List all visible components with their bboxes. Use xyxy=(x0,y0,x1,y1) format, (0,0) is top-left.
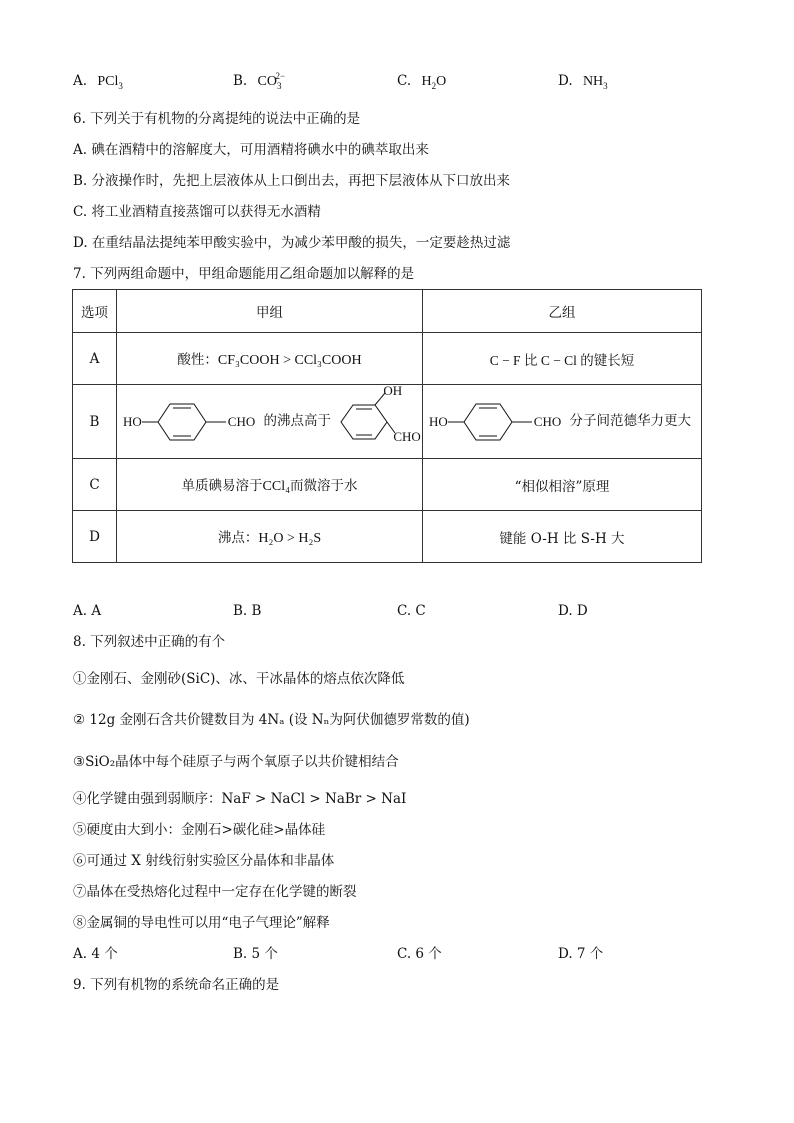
q8-item-1: ①金刚石、金刚砂(SiC)、冰、干冰晶体的熔点依次降低 xyxy=(73,671,405,687)
q8-item-4: ④化学键由强到弱顺序：NaF > NaCl > NaBr > NaI xyxy=(73,791,407,807)
q7-row-a-jia xyxy=(117,333,423,385)
q5-option-b-letter: B. xyxy=(233,73,248,89)
cho-label: CHO xyxy=(227,413,256,429)
q7-row-b-label: B xyxy=(73,385,117,459)
cho-label-2: CHO xyxy=(533,413,562,429)
p-hydroxybenzaldehyde-structure-2 xyxy=(429,400,561,444)
q8-option-d: D. 7 个 xyxy=(558,946,604,962)
ho-label: HO xyxy=(123,413,142,429)
q7-row-b-jia xyxy=(117,382,423,459)
q5-option-c-formula: $H_2O$ xyxy=(421,74,447,91)
q7-row-c-label: C xyxy=(73,459,117,511)
q8-item-5: ⑤硬度由大到小：金刚石>碳化硅>晶体硅 xyxy=(73,822,326,838)
q6-option-b: B. 分液操作时，先把上层液体从上口倒出去，再把下层液体从下口放出来 xyxy=(73,173,511,189)
q5-option-b xyxy=(233,72,291,91)
q7-table xyxy=(72,289,702,563)
p-hydroxybenzaldehyde-structure xyxy=(123,400,255,444)
q7-stem: 7. 下列两组命题中，甲组命题能用乙组命题加以解释的是 xyxy=(73,266,415,282)
q5-option-b-formula: $CO_3^{2-}$ xyxy=(257,71,286,91)
q6-option-a: A. 碘在酒精中的溶解度大，可用酒精将碘水中的碘萃取出来 xyxy=(73,142,429,158)
q9-stem: 9. 下列有机物的系统命名正确的是 xyxy=(73,977,280,993)
q5-option-a xyxy=(73,72,123,91)
q8-option-a: A. 4 个 xyxy=(73,946,118,962)
q5-option-c-letter: C. xyxy=(397,73,412,89)
q6-option-d: D. 在重结晶法提纯苯甲酸实验中，为减少苯甲酸的损失，一定要趁热过滤 xyxy=(73,235,511,251)
q7-row-a-label: A xyxy=(73,333,117,385)
q6-option-c: C. 将工业酒精直接蒸馏可以获得无水酒精 xyxy=(73,204,321,220)
q5-option-d-letter: D. xyxy=(558,73,573,89)
q8-item-3: ③SiO₂晶体中每个硅原子与两个氧原子以共价键相结合 xyxy=(73,754,399,770)
q7-option-d: D. D xyxy=(558,603,588,619)
o-hydroxybenzaldehyde-structure xyxy=(335,382,421,455)
q7-row-d xyxy=(73,511,702,563)
q5-option-a-letter: A. xyxy=(73,73,88,89)
q7-row-c-jia-formula: CCl₄ xyxy=(262,479,290,494)
q7-option-c: C. C xyxy=(397,603,426,619)
q7-row-a-jia-formula: CF₃COOH > CCl₃COOH xyxy=(217,353,362,368)
cho-ortho-label: CHO xyxy=(393,428,421,444)
q6-stem: 6. 下列关于有机物的分离提纯的说法中正确的是 xyxy=(73,111,361,127)
q7-row-b-jia-mid: 的沸点高于 xyxy=(263,413,332,429)
q7-row-b-yi xyxy=(423,385,702,459)
ho-label-2: HO xyxy=(429,413,448,429)
q7-row-c-yi: “相似相溶”原理 xyxy=(423,459,702,511)
q7-option-a: A. A xyxy=(73,603,102,619)
q8-item-6: ⑥可通过 X 射线衍射实验区分晶体和非晶体 xyxy=(73,853,335,869)
q7-row-c-jia xyxy=(117,459,423,511)
q8-stem: 8. 下列叙述中正确的有个 xyxy=(73,634,226,650)
q7-row-c xyxy=(73,459,702,511)
q7-header-jia: 甲组 xyxy=(117,290,423,333)
q7-row-a xyxy=(73,333,702,385)
q8-item-8: ⑧金属铜的导电性可以用“电子气理论”解释 xyxy=(73,915,330,931)
q7-row-b xyxy=(73,385,702,459)
benzene-ring-icon xyxy=(142,400,228,444)
q7-row-a-jia-prefix: 酸性： xyxy=(177,352,218,368)
q7-option-b: B. B xyxy=(233,603,262,619)
q8-option-b: B. 5 个 xyxy=(233,946,278,962)
q7-row-d-jia-prefix: 沸点： xyxy=(217,530,259,546)
q7-header-option: 选项 xyxy=(73,290,117,333)
q7-row-d-jia xyxy=(117,511,423,563)
q7-header-yi: 乙组 xyxy=(423,290,702,333)
q7-row-d-label: D xyxy=(73,511,117,563)
q8-option-c: C. 6 个 xyxy=(397,946,442,962)
q7-row-a-yi: C − F 比 C − Cl 的键长短 xyxy=(423,333,702,385)
q7-row-b-yi-suffix: 分子间范德华力更大 xyxy=(569,413,692,429)
q7-row-c-jia-prefix: 单质碘易溶于 xyxy=(181,478,263,494)
benzene-ring-icon-2 xyxy=(448,400,534,444)
q5-option-c xyxy=(397,72,446,91)
q5-option-d xyxy=(558,72,608,91)
q5-option-d-formula: $NH_3$ xyxy=(582,74,608,91)
q8-item-7: ⑦晶体在受热熔化过程中一定存在化学键的断裂 xyxy=(73,884,357,900)
q7-row-d-jia-formula: H₂O > H₂S xyxy=(258,531,322,546)
q7-header-row xyxy=(73,290,702,333)
q8-item-2: ② 12g 金刚石含共价键数目为 4Nₐ (设 Nₙ为阿伏伽德罗常数的值) xyxy=(73,712,470,728)
q7-row-c-jia-suffix: 而微溶于水 xyxy=(289,478,358,494)
q7-row-d-yi: 键能 O-H 比 S-H 大 xyxy=(423,511,702,563)
q5-option-a-formula: PCl$_3$ xyxy=(97,74,123,91)
oh-label: OH xyxy=(383,382,403,398)
